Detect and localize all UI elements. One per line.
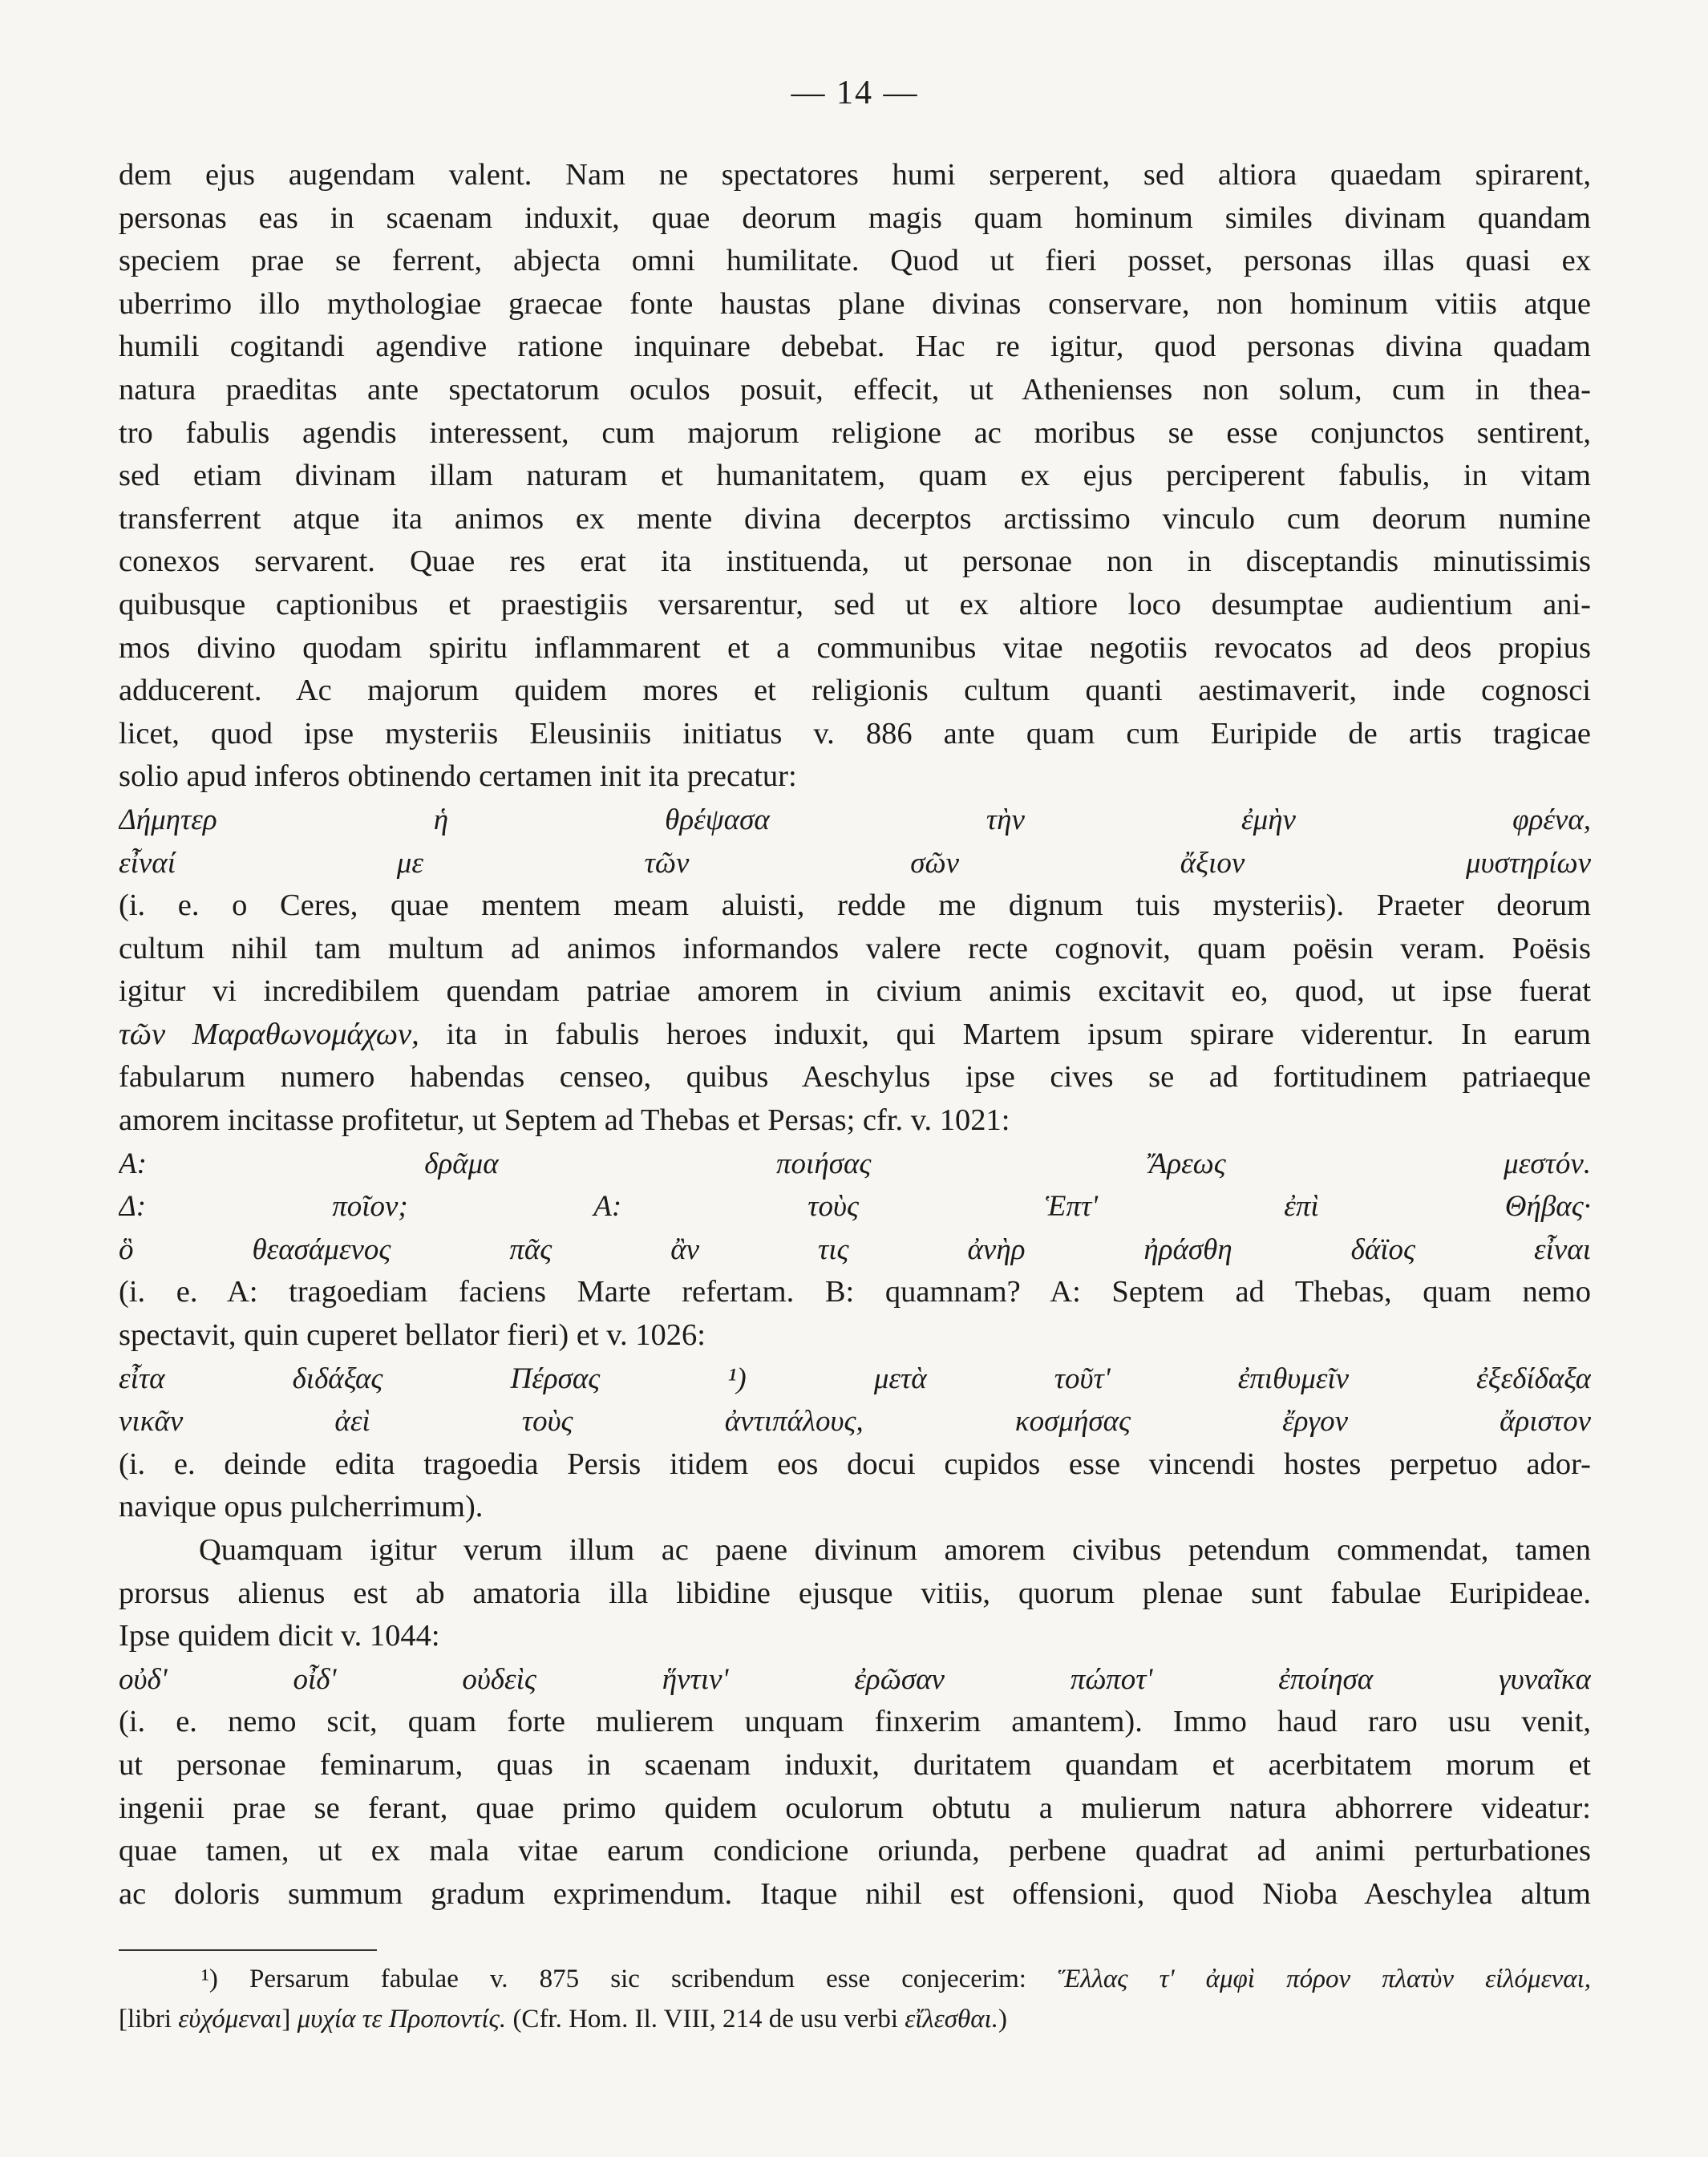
greek-inline: εἴλεσθαι. — [905, 2005, 998, 2034]
text-line: prorsus alienus est ab amatoria illa libidine ejusque vitiis, quorum plenae sunt fabulae Euripideae. — [119, 1576, 1591, 1610]
greek-inline: τῶν Μαραθωνομάχων, — [119, 1017, 419, 1051]
text-line: (i. e. A: tragoediam faciens Marte refertam. B: quamnam? A: Septem ad Thebas, quam nemo — [119, 1275, 1591, 1309]
footnote-text: ) — [998, 2005, 1007, 2034]
text-line: navique opus pulcherrimum). — [119, 1490, 484, 1524]
text-line: transferrent atque ita animos ex mente divina decerptos arctissimo vinculo cum deorum numine — [119, 501, 1591, 536]
greek-quote-line: οὐδ' οἶδ' οὐδεὶς ἥντιν' ἐρῶσαν πώποτ' ἐποίησα γυναῖκα — [119, 1662, 1591, 1696]
text-line: sed etiam divinam illam naturam et humanitatem, quam ex ejus perciperent fabulis, in vitam — [119, 459, 1591, 493]
footnote-line — [119, 1959, 1591, 1999]
footnote-text: ¹) Persarum fabulae v. 875 sic scribendum esse conjecerim: — [201, 1965, 1058, 1994]
text-line: (i. e. nemo scit, quam forte mulierem unquam finxerim amantem). Immo haud raro usu venit, — [119, 1705, 1591, 1739]
text-line: humili cogitandi agendive ratione inquinare debebat. Hac re igitur, quod personas divina quadam — [119, 330, 1591, 364]
greek-inline: Ἕλλας τ' ἀμφὶ πόρον πλατὺν εἱλόμεναι, — [1058, 1965, 1591, 1994]
text-line: (i. e. o Ceres, quae mentem meam aluisti, redde me dignum tuis mysteriis). Praeter deorum — [119, 888, 1591, 923]
text-line: (i. e. deinde edita tragoedia Persis itidem eos docui cupidos esse vincendi hostes perpetuo ador- — [119, 1447, 1591, 1481]
text-line: ac doloris summum gradum exprimendum. Itaque nihil est offensioni, quod Nioba Aeschylea altum — [119, 1876, 1591, 1911]
footnote-text: (Cfr. Hom. Il. VIII, 214 de usu verbi — [506, 2005, 905, 2034]
text-line: mos divino quodam spiritu inflammarent et a communibus vitae negotiis revocatos ad deos propius — [119, 630, 1591, 665]
footnote — [119, 1959, 1591, 2039]
text-line: tro fabulis agendis interessent, cum majorum religione ac moribus se esse conjunctos sentirent, — [119, 415, 1591, 450]
text-line: uberrimo illo mythologiae graecae fonte haustas plane divinas conservare, non hominum vitiis atque — [119, 286, 1591, 321]
greek-quote-line: εἶτα διδάξας Πέρσας ¹) μετὰ τοῦτ' ἐπιθυμεῖν ἐξεδίδαξα — [119, 1362, 1591, 1395]
text-line: quae tamen, ut ex mala vitae earum condicione oriunda, perbene quadrat ad animi perturbationes — [119, 1834, 1591, 1868]
text-line: natura praeditas ante spectatorum oculos posuit, effecit, ut Athenienses non solum, cum in thea- — [119, 372, 1591, 407]
footnote-text: [libri — [119, 2005, 179, 2034]
text-line: speciem prae se ferrent, abjecta omni humilitate. Quod ut fieri posset, personas illas quasi ex — [119, 244, 1591, 278]
text-line: Quamquam igitur verum illum ac paene divinum amorem civibus petendum commendat, tamen — [199, 1533, 1591, 1567]
greek-quote-line: ὃ θεασάμενος πᾶς ἂν τις ἀνὴρ ἠράσθη δάϊος εἶναι — [119, 1232, 1591, 1266]
greek-inline: εὐχόμεναι — [178, 2005, 282, 2034]
greek-quote-line: Δήμητερ ἡ θρέψασα τὴν ἐμὴν φρένα, — [119, 803, 1591, 836]
text-line: adducerent. Ac majorum quidem mores et religionis cultum quanti aestimaverit, inde cognosci — [119, 674, 1591, 708]
text-line: conexos servarent. Quae res erat ita instituenda, ut personae non in disceptandis minutissimis — [119, 544, 1591, 579]
text-line: fabularum numero habendas censeo, quibus Aeschylus ipse cives se ad fortitudinem patriaeque — [119, 1060, 1591, 1095]
greek-quote-line: εἶναί με τῶν σῶν ἄξιον μυστηρίων — [119, 846, 1591, 880]
greek-quote-line: νικᾶν ἀεὶ τοὺς ἀντιπάλους, κοσμήσας ἔργον ἄριστον — [119, 1405, 1591, 1439]
greek-inline: μυχία τε Προποντίς. — [297, 2005, 507, 2034]
text-line — [119, 1014, 1591, 1057]
text-line: spectavit, quin cuperet bellator fieri) et v. 1026: — [119, 1318, 706, 1353]
text-line: dem ejus augendam valent. Nam ne spectatores humi serperent, sed altiora quaedam spirarent, — [119, 158, 1591, 192]
page-number: — 14 — — [791, 75, 919, 111]
text-line: Ipse quidem dicit v. 1044: — [119, 1619, 440, 1653]
text-line: solio apud inferos obtinendo certamen init ita precatur: — [119, 759, 797, 794]
footnote-divider — [119, 1949, 377, 1951]
text-line: licet, quod ipse mysteriis Eleusiniis initiatus v. 886 ante quam cum Euripide de artis tragicae — [119, 716, 1591, 751]
text-line: igitur vi incredibilem quendam patriae amorem in civium animis excitavit eo, quod, ut ipse fuerat — [119, 974, 1591, 1009]
footnote-line — [119, 1999, 1591, 2039]
text-line: cultum nihil tam multum ad animos informandos valere recte cognovit, quam poësin veram. Poësis — [119, 931, 1591, 965]
greek-quote-line: Α: δρᾶμα ποιήσας Ἄρεως μεστόν. — [119, 1147, 1591, 1180]
text-fragment: ita in fabulis heroes induxit, qui Martem ipsum spirare viderentur. In earum — [419, 1017, 1591, 1051]
text-line: quibusque captionibus et praestigiis versarentur, sed ut ex altiore loco desumptae audientium ani- — [119, 587, 1591, 621]
greek-quote-line: Δ: ποῖον; Α: τοὺς Ἑπτ' ἐπὶ Θήβας· — [119, 1190, 1591, 1224]
footnote-text: ] — [281, 2005, 297, 2034]
page — [119, 74, 1591, 2039]
text-line: ut personae feminarum, quas in scaenam induxit, duritatem quandam et acerbitatem morum et — [119, 1747, 1591, 1782]
body-text — [119, 154, 1591, 1916]
text-line: amorem incitasse profitetur, ut Septem ad Thebas et Persas; cfr. v. 1021: — [119, 1103, 1010, 1138]
text-line: ingenii prae se ferant, quae primo quidem oculorum obtutu a mulierum natura abhorrere videatur: — [119, 1791, 1591, 1825]
text-line: personas eas in scaenam induxit, quae deorum magis quam hominum similes divinam quandam — [119, 200, 1591, 235]
